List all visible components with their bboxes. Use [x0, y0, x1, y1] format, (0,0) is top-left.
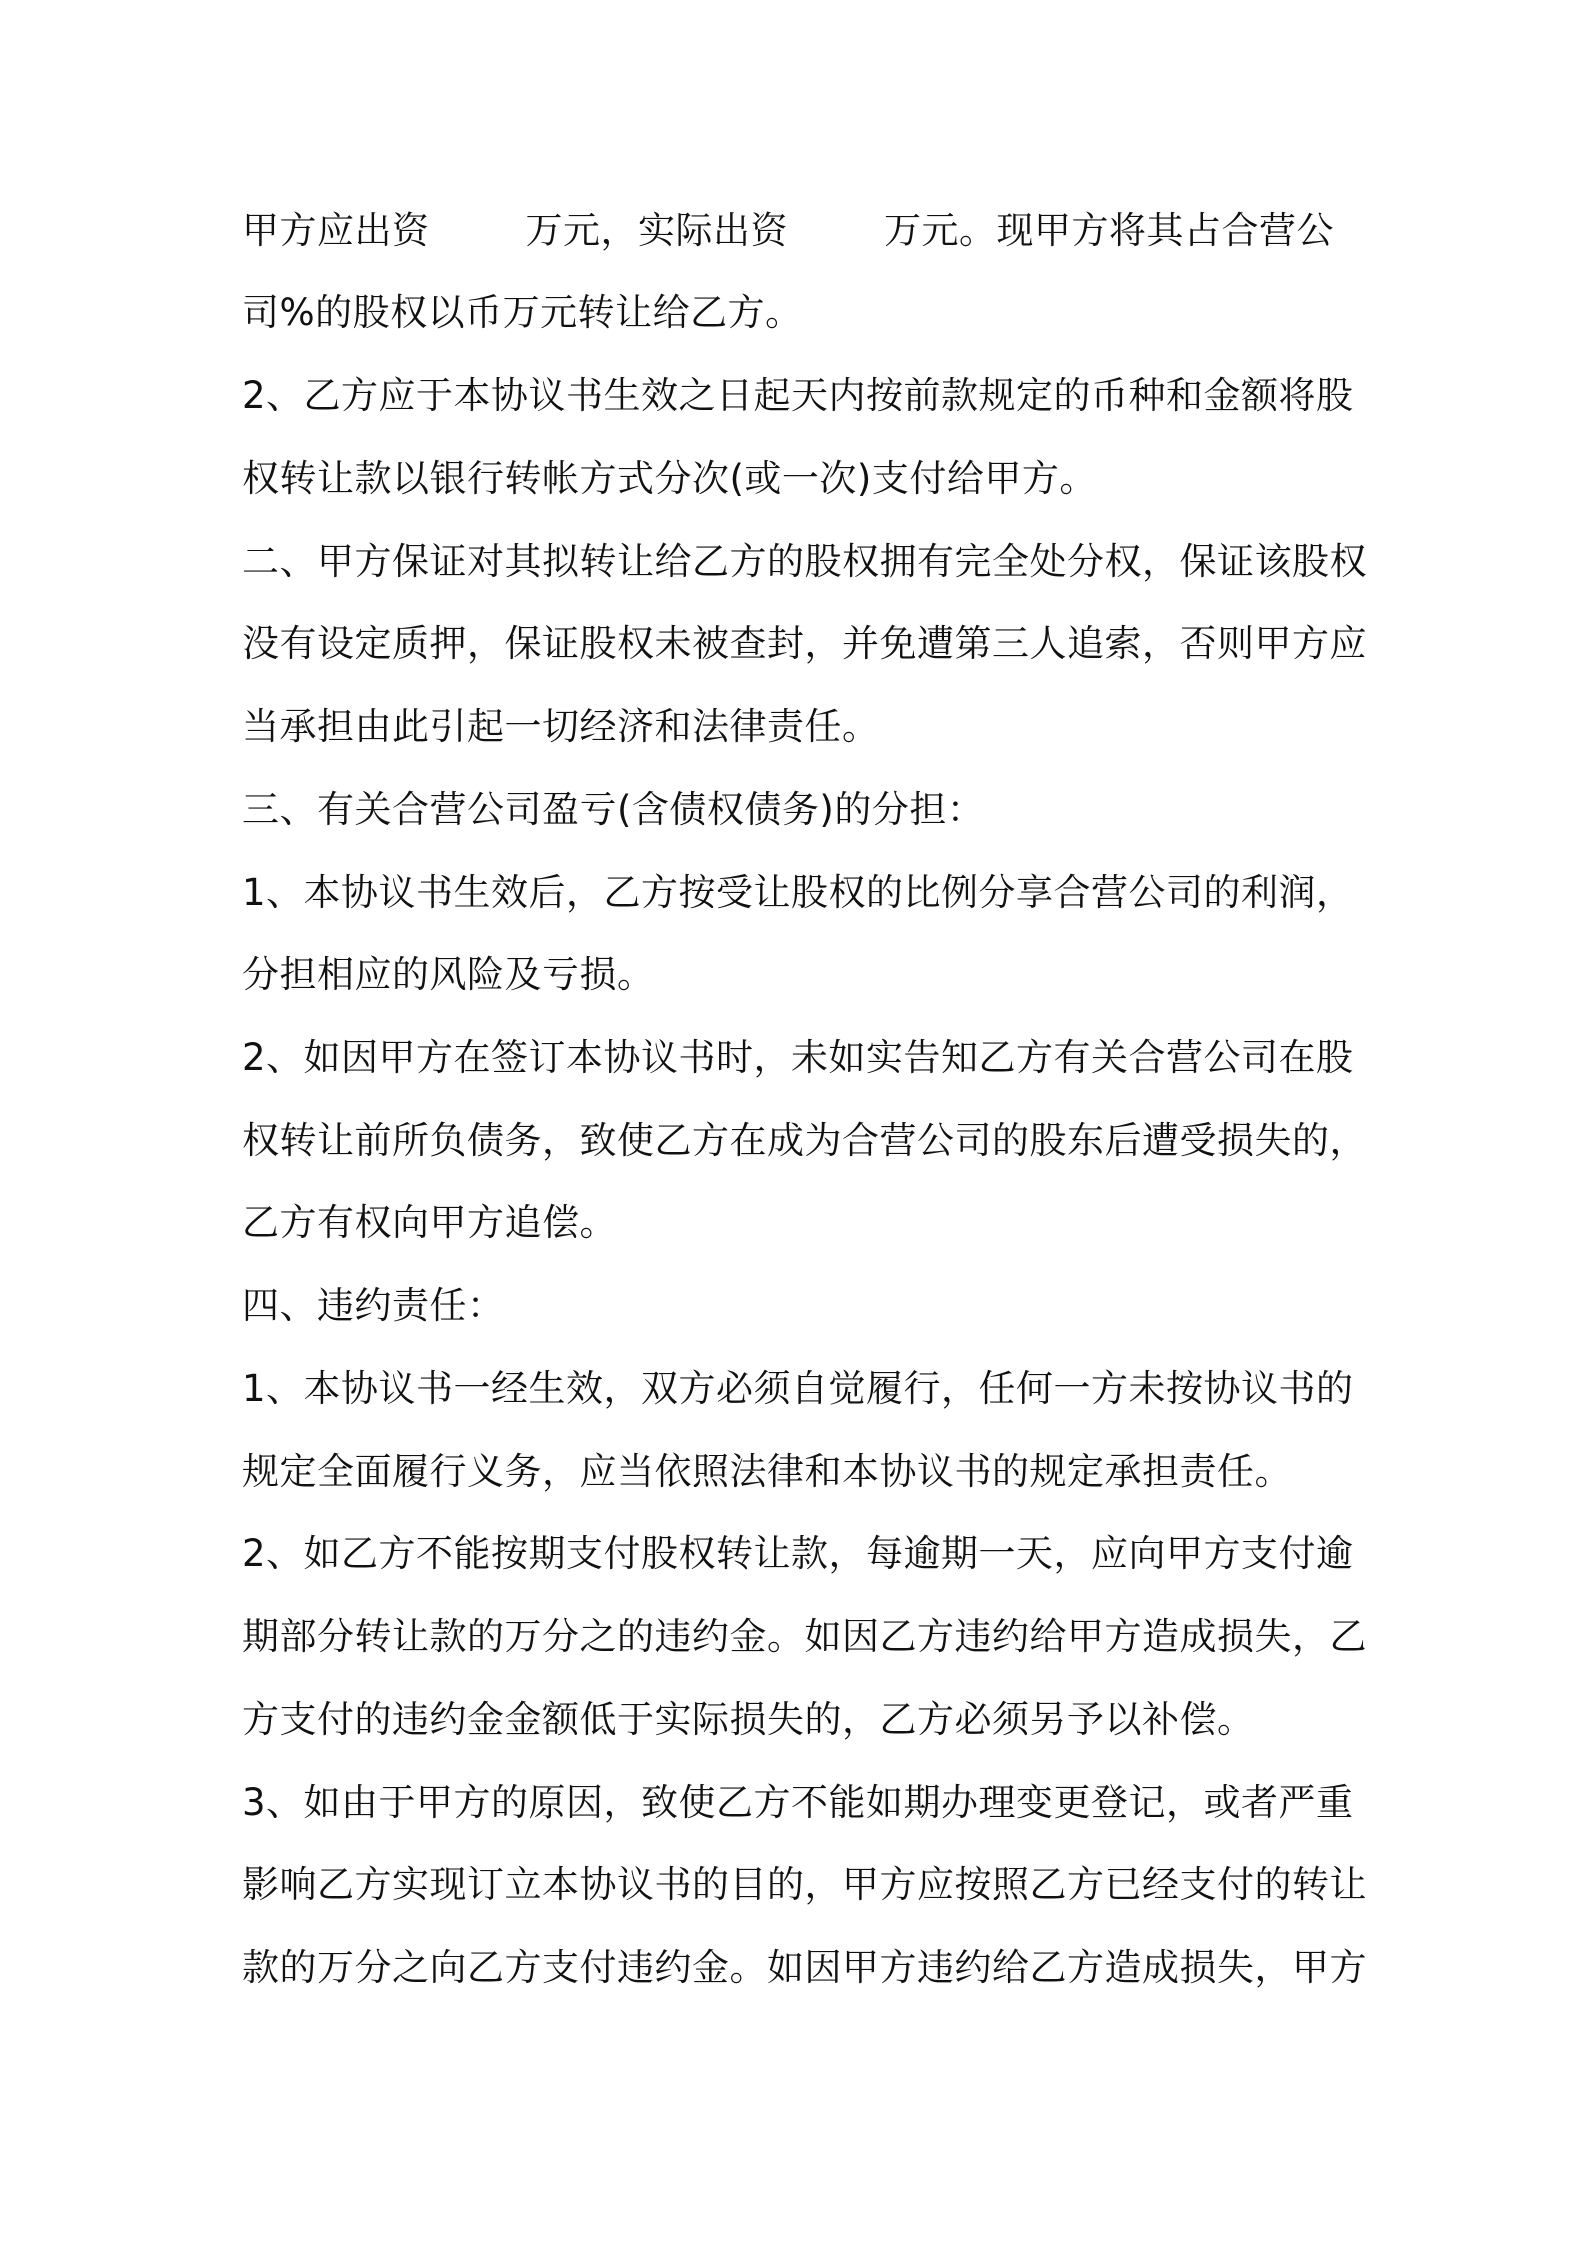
text-line: 2、如乙方不能按期支付股权转让款，每逾期一天，应向甲方支付逾 [242, 1532, 1354, 1575]
text-line: 2、乙方应于本协议书生效之日起天内按前款规定的币种和金额将股 [242, 374, 1354, 417]
text-line: 没有设定质押，保证股权未被查封，并免遭第三人追索，否则甲方应 [242, 622, 1367, 665]
text-line: 当承担由此引起一切经济和法律责任。 [242, 705, 880, 748]
text-line: 乙方有权向甲方追偿。 [242, 1201, 617, 1244]
text-fragment: 甲方应出资 [242, 209, 430, 252]
text-fragment: 万元。现甲方将其占合营公 [884, 209, 1334, 252]
text-line: 权转让款以银行转帐方式分次(或一次)支付给甲方。 [242, 457, 1097, 500]
text-line: 1、本协议书生效后，乙方按受让股权的比例分享合营公司的利润， [242, 871, 1354, 914]
text-line: 1、本协议书一经生效，双方必须自觉履行，任何一方未按协议书的 [242, 1367, 1354, 1410]
text-line: 影响乙方实现订立本协议书的目的，甲方应按照乙方已经支付的转让 [242, 1863, 1367, 1906]
text-line: 2、如因甲方在签订本协议书时，未如实告知乙方有关合营公司在股 [242, 1036, 1354, 1079]
text-line: 方支付的违约金金额低于实际损失的，乙方必须另予以补偿。 [242, 1698, 1255, 1741]
text-line: 期部分转让款的万分之的违约金。如因乙方违约给甲方造成损失，乙 [242, 1615, 1367, 1658]
text-line: 二、甲方保证对其拟转让给乙方的股权拥有完全处分权，保证该股权 [242, 540, 1367, 583]
text-line: 规定全面履行义务，应当依照法律和本协议书的规定承担责任。 [242, 1450, 1292, 1493]
text-line: 三、有关合营公司盈亏(含债权债务)的分担： [242, 788, 985, 831]
text-line: 四、违约责任： [242, 1284, 505, 1327]
text-line: 3、如由于甲方的原因，致使乙方不能如期办理变更登记，或者严重 [242, 1781, 1354, 1824]
text-line: 款的万分之向乙方支付违约金。如因甲方违约给乙方造成损失，甲方 [242, 1946, 1367, 1989]
text-line: 分担相应的风险及亏损。 [242, 953, 655, 996]
text-fragment: 万元，实际出资 [525, 209, 788, 252]
text-line: 司%的股权以币万元转让给乙方。 [242, 291, 803, 334]
text-line [242, 201, 1362, 261]
text-line: 权转让前所负债务，致使乙方在成为合营公司的股东后遭受损失的， [242, 1119, 1367, 1162]
